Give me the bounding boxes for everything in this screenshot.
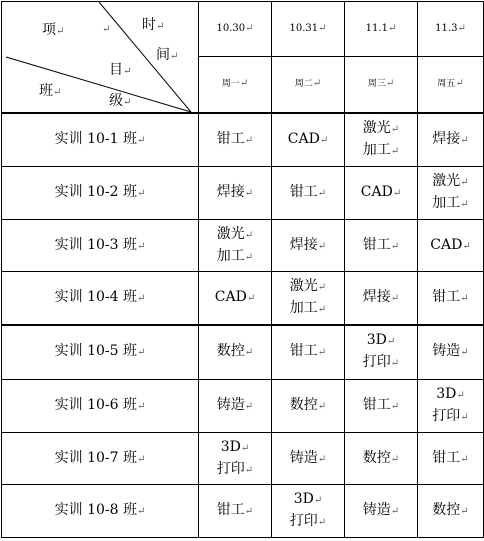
header-row-dates: [2, 2, 484, 57]
class-name-cell: 实训 10-1 班↵: [2, 113, 199, 167]
course-cell: 铸造↵: [345, 485, 418, 538]
class-name: 实训 10-6 班: [54, 397, 137, 413]
return-mark: ↵: [102, 24, 111, 35]
table-row: [2, 325, 484, 380]
diagonal-header-cell: [2, 2, 199, 113]
course-text: 激光: [289, 277, 318, 294]
course-text: 激光: [362, 119, 391, 136]
class-name-cell: 实训 10-6 班↵: [2, 380, 199, 433]
course-text: 钳工: [289, 343, 318, 360]
course-cell: 焊接↵: [418, 113, 484, 167]
course-cell: 焊接↵: [345, 272, 418, 325]
course-text: 打印: [432, 408, 461, 424]
class-name: 实训 10-4 班: [54, 288, 137, 305]
course-text: 铸造: [362, 502, 391, 518]
class-name: 实训 10-1 班: [54, 130, 137, 147]
course-cell: 焊接↵: [272, 220, 345, 272]
class-name: 实训 10-7 班: [54, 449, 137, 466]
course-text: 数控: [432, 502, 461, 518]
course-text: 钳工: [432, 288, 461, 305]
course-cell: 钳工↵: [199, 113, 272, 167]
course-text: 激光: [432, 173, 461, 189]
corner-label-xiang: 项↵: [42, 22, 65, 38]
course-cell: 铸造↵: [272, 433, 345, 485]
course-cell: 数控↵: [199, 325, 272, 380]
date-header: 10.31↵: [272, 2, 345, 57]
course-text: 打印: [216, 460, 245, 477]
course-text: 3D: [366, 332, 387, 349]
table-row: [2, 380, 484, 433]
course-text: 焊接: [432, 130, 461, 147]
class-name-cell: 实训 10-3 班↵: [2, 220, 199, 272]
course-text: 加工: [362, 141, 391, 158]
course-text: 铸造: [216, 397, 245, 413]
weekday-header: 周三↵: [345, 57, 418, 113]
course-text: 钳工: [289, 184, 318, 200]
class-name: 实训 10-8 班: [54, 502, 137, 518]
table-row: [2, 485, 484, 538]
course-text: 3D: [220, 438, 241, 455]
class-name-cell: 实训 10-2 班↵: [2, 167, 199, 220]
course-cell: CAD↵: [345, 167, 418, 220]
course-cell: 钳工↵: [345, 380, 418, 433]
course-text: 数控: [216, 343, 245, 360]
date-header: 11.1↵: [345, 2, 418, 57]
course-cell: 钳工↵: [199, 485, 272, 538]
course-text: 焊接: [216, 184, 245, 200]
class-name: 实训 10-3 班: [54, 236, 137, 253]
course-cell: 数控↵: [345, 433, 418, 485]
schedule-body: [2, 113, 484, 538]
course-cell: 铸造↵: [199, 380, 272, 433]
course-text: 3D: [436, 386, 457, 402]
course-cell: 3D↵ 打印↵: [418, 380, 484, 433]
course-cell: 激光↵ 加工↵: [199, 220, 272, 272]
course-cell: 数控↵: [418, 485, 484, 538]
class-name: 实训 10-2 班: [54, 184, 137, 200]
course-text: 3D: [293, 491, 314, 507]
corner-label-ban: 班↵: [39, 83, 62, 99]
course-cell: 钳工↵: [272, 325, 345, 380]
course-text: 钳工: [362, 236, 391, 253]
corner-label-jian: 间↵: [156, 47, 179, 63]
class-name-cell: 实训 10-4 班↵: [2, 272, 199, 325]
course-cell: 3D↵ 打印↵: [345, 325, 418, 380]
course-text: 加工: [216, 247, 245, 264]
corner-label-ji: 级↵: [109, 93, 132, 109]
course-cell: 3D↵ 打印↵: [272, 485, 345, 538]
course-text: CAD: [214, 288, 247, 305]
course-text: 钳工: [216, 502, 245, 518]
course-text: 焊接: [362, 288, 391, 305]
corner-label-mu: 目↵: [109, 62, 132, 78]
weekday-header: 周二↵: [272, 57, 345, 113]
course-cell: 数控↵: [272, 380, 345, 433]
course-cell: 钳工↵: [418, 272, 484, 325]
course-text: CAD: [287, 130, 320, 147]
course-text: 激光: [216, 225, 245, 242]
table-row: [2, 167, 484, 220]
course-cell: 焊接↵: [199, 167, 272, 220]
date-header: 11.3↵: [418, 2, 484, 57]
course-text: 加工: [289, 299, 318, 316]
table-row: [2, 113, 484, 167]
course-text: 焊接: [289, 236, 318, 253]
class-name-cell: 实训 10-8 班↵: [2, 485, 199, 538]
table-row: [2, 433, 484, 485]
course-text: 铸造: [289, 449, 318, 466]
course-cell: 激光↵ 加工↵: [345, 113, 418, 167]
course-cell: CAD↵: [418, 220, 484, 272]
class-name: 实训 10-5 班: [54, 343, 137, 360]
course-text: 数控: [362, 449, 391, 466]
table-row: [2, 220, 484, 272]
course-cell: 钳工↵: [272, 167, 345, 220]
course-cell: 钳工↵: [418, 433, 484, 485]
course-text: 钳工: [216, 130, 245, 147]
course-text: 铸造: [432, 343, 461, 360]
course-cell: CAD↵: [199, 272, 272, 325]
course-text: CAD: [360, 184, 393, 200]
date-header: 10.30↵: [199, 2, 272, 57]
course-cell: 激光↵ 加工↵: [272, 272, 345, 325]
course-text: 打印: [289, 513, 318, 529]
course-cell: 激光↵ 加工↵: [418, 167, 484, 220]
class-name-cell: 实训 10-5 班↵: [2, 325, 199, 380]
course-cell: 铸造↵: [418, 325, 484, 380]
course-cell: 3D↵ 打印↵: [199, 433, 272, 485]
course-text: 钳工: [362, 397, 391, 413]
course-text: 加工: [432, 195, 461, 211]
weekday-header: 周五↵: [418, 57, 484, 113]
course-text: CAD: [430, 236, 463, 253]
schedule-table: [1, 1, 484, 538]
class-name-cell: 实训 10-7 班↵: [2, 433, 199, 485]
course-cell: CAD↵: [272, 113, 345, 167]
corner-label-shi: 时↵: [142, 17, 165, 33]
table-row: [2, 272, 484, 325]
course-text: 打印: [362, 354, 391, 371]
weekday-header: 周一↵: [199, 57, 272, 113]
course-text: 数控: [289, 397, 318, 413]
course-text: 钳工: [432, 449, 461, 466]
course-cell: 钳工↵: [345, 220, 418, 272]
